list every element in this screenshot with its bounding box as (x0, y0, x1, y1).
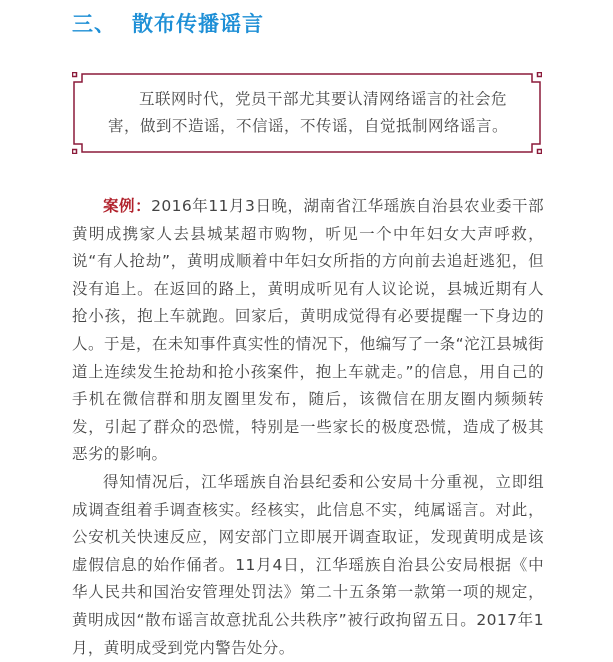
callout-box (72, 72, 542, 154)
case-paragraph-1 (72, 193, 544, 469)
section-number: 三、 (72, 12, 116, 36)
callout-text: 互联网时代，党员干部尤其要认清网络谣言的社会危害，做到不造谣，不信谣，不传谣，自觉抵制网络谣言。 (108, 90, 509, 135)
section-heading (72, 8, 264, 38)
case-label: 案例： (103, 197, 152, 215)
case-text-1: 2016年11月3日晚，湖南省江华瑶族自治县农业委干部黄明成携家人去县城某超市购物，听见一个中年妇女大声呼救，说“有人抢劫”，黄明成顺着中年妇女所指的方向前去追赶逃犯，但没有追上。在返回的路上，黄明成听见有人议论说，县城近期有人抢小孩，抱上车就跑。回家后，黄明成觉得有必要提醒一下身边的人。于是，在未知事件真实性的情况下，他编写了一条“沱江县城街道上连续发生抢劫和抢小孩案件，抱上车就走。”的信息，用自己的手机在微信群和朋友圈里发布，随后，该微信在朋友圈内频频转发，引起了群众的恐慌，特别是一些家长的极度恐慌，造成了极其恶劣的影响。 (72, 197, 544, 464)
case-paragraph-2: 得知情况后，江华瑶族自治县纪委和公安局十分重视，立即组成调查组着手调查核实。经核实，此信息不实，纯属谣言。对此，公安机关快速反应，网安部门立即展开调查取证，发现黄明成是该虚假信息的始作俑者。11月4日，江华瑶族自治县公安局根据《中华人民共和国治安管理处罚法》第二十五条第一款第一项的规定，黄明成因“散布谣言故意扰乱公共秩序”被行政拘留五日。2017年1月，黄明成受到党内警告处分。 (72, 472, 544, 657)
article-body (72, 193, 544, 662)
section-title: 散布传播谣言 (132, 12, 264, 36)
